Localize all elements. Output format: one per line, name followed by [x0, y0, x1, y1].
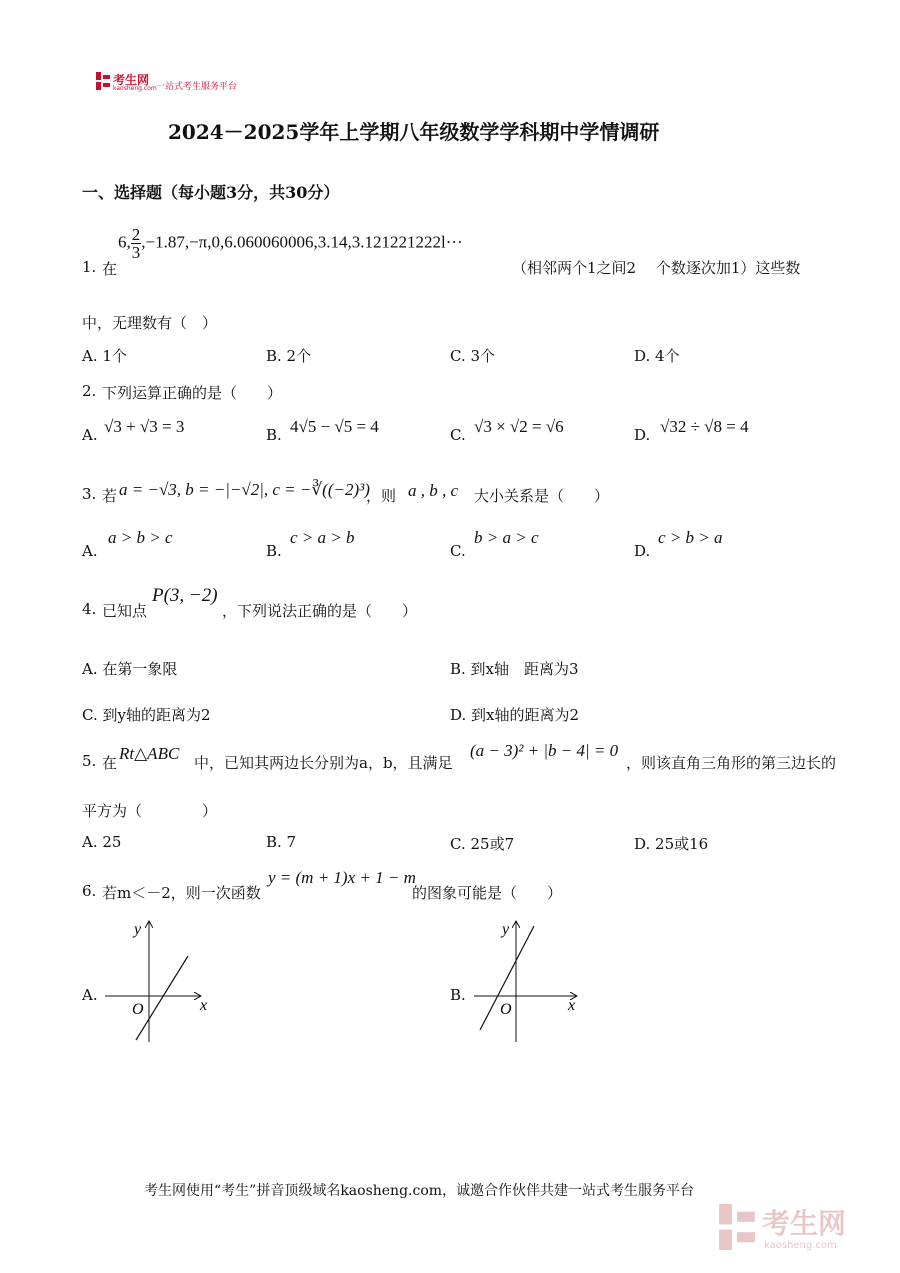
q2-expr-a: √3 + √3 = 3	[104, 417, 185, 436]
q3-number: 3.	[82, 485, 97, 503]
q1-list-b: ,−1.87,−π,0,6.060060006,3.14,3.121221222l···	[141, 232, 463, 252]
q4-option-a: A. 在第一象限	[82, 660, 178, 678]
q1-list-a: 6,	[118, 232, 131, 252]
watermark-domain: kaosheng.com	[764, 1240, 837, 1251]
q1-number: 1.	[82, 258, 97, 276]
q1-frac-num: 2	[131, 225, 141, 244]
q4-pre: 已知点	[102, 602, 148, 620]
q3-expr-d: c > b > a	[658, 528, 723, 547]
function-line	[136, 956, 188, 1040]
x-axis-label: x	[568, 997, 576, 1014]
q2-expr-c: √3 × √2 = √6	[474, 417, 564, 436]
q6-pre: 若m＜－2，则一次函数	[102, 884, 261, 902]
q5-option-a: A. 25	[82, 833, 122, 851]
q3-tail: 大小关系是（ ）	[474, 487, 610, 505]
q1-pre: 在	[102, 260, 118, 278]
q5-pre: 在	[102, 754, 118, 772]
page-title: 2024－2025学年上学期八年级数学学科期中学情调研	[168, 120, 660, 144]
q1-note: （相邻两个1之间2 个数逐次加1）这些数	[512, 259, 801, 277]
q5-mid: 中，已知其两边长分别为a，b，且满足	[194, 754, 453, 772]
q4-point: P(3, −2)	[152, 585, 218, 606]
q2-label-a: A.	[82, 426, 98, 444]
q3-expr-b: c > a > b	[290, 528, 355, 547]
origin-label: O	[132, 1001, 144, 1018]
q1-option-a: A. 1个	[82, 347, 127, 365]
q4-option-c: C. 到y轴的距离为2	[82, 706, 211, 724]
watermark-logo-icon	[718, 1204, 756, 1250]
q3-pre: 若	[102, 487, 118, 505]
q6-function: y = (m + 1)x + 1 − m	[268, 868, 416, 887]
q5-option-d: D. 25或16	[634, 835, 709, 853]
q3-label-c: C.	[450, 542, 466, 560]
q1-option-d: D. 4个	[634, 347, 680, 365]
q5-option-b: B. 7	[266, 833, 297, 851]
q2-label-b: B.	[266, 426, 282, 444]
q3-label-d: D.	[634, 542, 651, 560]
q1-fraction	[131, 226, 142, 261]
q6-tail: 的图象可能是（ ）	[412, 884, 563, 902]
q5-condition: (a − 3)² + |b − 4| = 0	[470, 741, 619, 760]
q3-expr-c: b > a > c	[474, 528, 539, 547]
q5-option-c: C. 25或7	[450, 835, 515, 853]
logo-name: 考生网	[113, 73, 150, 87]
q6-graph-b	[470, 918, 595, 1048]
q1-option-c: C. 3个	[450, 347, 496, 365]
y-axis-label: y	[134, 921, 142, 938]
q1-number-list	[118, 226, 463, 261]
q2-expr-d: √32 ÷ √8 = 4	[660, 417, 749, 436]
footer-text: 考生网使用“考生”拼音顶级域名kaosheng.com，诚邀合作伙伴共建一站式考生服务平台	[144, 1183, 695, 1199]
q1-frac-den: 3	[131, 243, 141, 262]
q1-option-b: B. 2个	[266, 347, 312, 365]
q6-label-a: A.	[82, 986, 98, 1004]
origin-label: O	[500, 1001, 512, 1018]
q3-post: ，则	[366, 487, 397, 505]
y-axis-label: y	[502, 921, 510, 938]
q3-label-a: A.	[82, 542, 98, 560]
q6-label-b: B.	[450, 986, 466, 1004]
q5-tail: ，则该直角三角形的第三边长的	[626, 754, 837, 772]
q2-text: 下列运算正确的是（ ）	[102, 384, 283, 402]
x-axis-label: x	[200, 997, 208, 1014]
watermark-logo	[718, 1202, 878, 1262]
q5-number: 5.	[82, 752, 97, 770]
q4-post: ，下列说法正确的是（ ）	[222, 602, 418, 620]
q5-triangle: Rt△ABC	[119, 744, 180, 763]
section-heading: 一、选择题（每小题3分，共30分）	[82, 183, 340, 202]
q3-expr-a: a > b > c	[108, 528, 173, 547]
q4-number: 4.	[82, 600, 97, 618]
q2-number: 2.	[82, 382, 97, 400]
q2-expr-b: 4√5 − √5 = 4	[290, 417, 379, 436]
q1-line2: 中，无理数有（ ）	[82, 314, 218, 332]
q4-option-d: D. 到x轴的距离为2	[450, 706, 580, 724]
q3-expr: a = −√3, b = −|−√2|, c = −∛((−2)³)	[119, 480, 370, 499]
watermark-name: 考生网	[762, 1207, 847, 1240]
logo-domain: kaosheng.com	[113, 85, 157, 92]
kaosheng-logo-icon	[96, 72, 110, 90]
q6-graph-a	[100, 918, 225, 1048]
logo-slogan: 一站式考生服务平台	[156, 82, 238, 92]
q3-label-b: B.	[266, 542, 282, 560]
q2-label-d: D.	[634, 426, 651, 444]
q3-vars: a , b , c	[408, 481, 459, 500]
q4-option-b: B. 到x轴 距离为3	[450, 660, 579, 678]
q6-number: 6.	[82, 882, 97, 900]
q5-line2: 平方为（ ）	[82, 802, 218, 820]
q2-label-c: C.	[450, 426, 466, 444]
